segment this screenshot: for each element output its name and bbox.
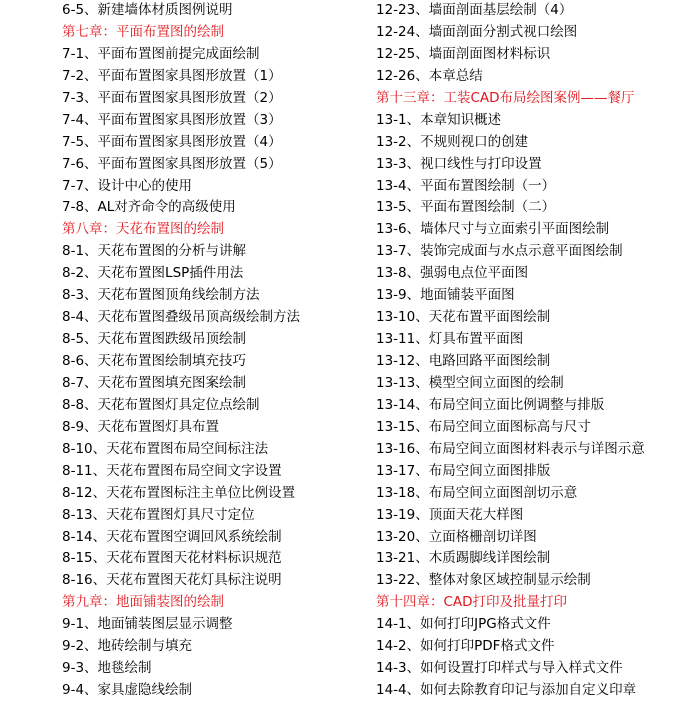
toc-item-7-2: 7-2、平面布置图家具图形放置（1）: [62, 67, 282, 84]
toc-item-14-4: 14-4、如何去除教育印记与添加自定义印章: [376, 682, 637, 699]
toc-item-6-5: 6-5、新建墙体材质图例说明: [62, 2, 233, 18]
toc-item-13-5: 13-5、平面布置图绘制（二）: [376, 199, 556, 216]
toc-item-8-15: 8-15、天花布置图天花材料标识规范: [62, 550, 282, 567]
toc-right-column: [376, 0, 696, 702]
toc-item-13-2: 13-2、不规则视口的创建: [376, 133, 529, 150]
chapter-heading: 第十三章：工装CAD布局绘图案例——餐厅: [376, 89, 635, 106]
toc-item-8-11: 8-11、天花布置图布局空间文字设置: [62, 462, 282, 479]
toc-item-13-1: 13-1、本章知识概述: [376, 111, 502, 128]
toc-item-13-10: 13-10、天花布置平面图绘制: [376, 309, 551, 326]
toc-item-8-16: 8-16、天花布置图天花灯具标注说明: [62, 572, 282, 589]
toc-item-13-18: 13-18、布局空间立面图剖切示意: [376, 484, 578, 501]
toc-item-13-6: 13-6、墙体尺寸与立面索引平面图绘制: [376, 221, 610, 238]
toc-left-column: [62, 0, 362, 702]
toc-item-12-24: 12-24、墙面剖面分割式视口绘图: [376, 23, 578, 40]
toc-item-8-4: 8-4、天花布置图叠级吊顶高级绘制方法: [62, 309, 301, 326]
chapter-heading: 第七章：平面布置图的绘制: [62, 23, 224, 40]
toc-item-7-4: 7-4、平面布置图家具图形放置（3）: [62, 111, 282, 128]
toc-item-8-1: 8-1、天花布置图的分析与讲解: [62, 243, 247, 260]
chapter-heading: 第十四章：CAD打印及批量打印: [376, 594, 568, 611]
toc-item-9-1: 9-1、地面铺装图层显示调整: [62, 616, 233, 633]
toc-item-13-20: 13-20、立面格栅剖切详图: [376, 528, 537, 545]
toc-item-12-26: 12-26、本章总结: [376, 67, 483, 84]
toc-item-13-11: 13-11、灯具布置平面图: [376, 331, 524, 348]
toc-item-8-7: 8-7、天花布置图填充图案绘制: [62, 374, 247, 391]
chapter-heading: 第八章：天花布置图的绘制: [62, 221, 224, 238]
toc-item-13-8: 13-8、强弱电点位平面图: [376, 265, 529, 282]
toc-item-13-13: 13-13、模型空间立面图的绘制: [376, 374, 564, 391]
toc-item-7-1: 7-1、平面布置图前提完成面绘制: [62, 45, 260, 62]
toc-item-14-1: 14-1、如何打印JPG格式文件: [376, 616, 551, 633]
toc-item-7-5: 7-5、平面布置图家具图形放置（4）: [62, 133, 282, 150]
toc-item-8-10: 8-10、天花布置图布局空间标注法: [62, 440, 269, 457]
toc-item-8-5: 8-5、天花布置图跌级吊顶绘制: [62, 331, 247, 348]
toc-item-8-8: 8-8、天花布置图灯具定位点绘制: [62, 396, 260, 413]
toc-item-9-3: 9-3、地毯绘制: [62, 660, 152, 677]
toc-item-8-12: 8-12、天花布置图标注主单位比例设置: [62, 484, 296, 501]
toc-item-7-6: 7-6、平面布置图家具图形放置（5）: [62, 155, 282, 172]
toc-item-13-15: 13-15、布局空间立面图标高与尺寸: [376, 418, 591, 435]
toc-item-8-2: 8-2、天花布置图LSP插件用法: [62, 265, 244, 282]
toc-item-12-25: 12-25、墙面剖面图材料标识: [376, 45, 551, 62]
toc-item-13-17: 13-17、布局空间立面图排版: [376, 462, 551, 479]
toc-item-13-4: 13-4、平面布置图绘制（一）: [376, 177, 556, 194]
toc-item-7-3: 7-3、平面布置图家具图形放置（2）: [62, 89, 282, 106]
toc-item-7-8: 7-8、AL对齐命令的高级使用: [62, 199, 236, 216]
toc-item-13-16: 13-16、布局空间立面图材料表示与详图示意: [376, 440, 645, 457]
toc-item-13-3: 13-3、视口线性与打印设置: [376, 155, 542, 172]
toc-item-13-9: 13-9、地面铺装平面图: [376, 287, 515, 304]
toc-item-13-22: 13-22、整体对象区域控制显示绘制: [376, 572, 591, 589]
toc-item-13-21: 13-21、木质踢脚线详图绘制: [376, 550, 551, 567]
toc-item-13-7: 13-7、装饰完成面与水点示意平面图绘制: [376, 243, 623, 260]
toc-item-8-6: 8-6、天花布置图绘制填充技巧: [62, 353, 247, 369]
toc-item-7-7: 7-7、设计中心的使用: [62, 177, 193, 194]
chapter-heading: 第九章：地面铺装图的绘制: [62, 594, 224, 611]
toc-item-13-12: 13-12、电路回路平面图绘制: [376, 353, 551, 369]
toc-item-8-14: 8-14、天花布置图空调回风系统绘制: [62, 528, 282, 545]
toc-item-9-4: 9-4、家具虚隐线绘制: [62, 682, 193, 699]
toc-item-13-19: 13-19、顶面天花大样图: [376, 506, 524, 523]
toc-item-12-23: 12-23、墙面剖面基层绘制（4）: [376, 2, 573, 18]
toc-item-8-9: 8-9、天花布置图灯具布置: [62, 418, 220, 435]
toc-item-14-3: 14-3、如何设置打印样式与导入样式文件: [376, 660, 623, 677]
toc-item-14-2: 14-2、如何打印PDF格式文件: [376, 638, 555, 655]
toc-item-13-14: 13-14、布局空间立面比例调整与排版: [376, 396, 605, 413]
toc-item-8-13: 8-13、天花布置图灯具尺寸定位: [62, 506, 255, 523]
toc-item-9-2: 9-2、地砖绘制与填充: [62, 638, 193, 655]
toc-item-8-3: 8-3、天花布置图顶角线绘制方法: [62, 287, 260, 304]
